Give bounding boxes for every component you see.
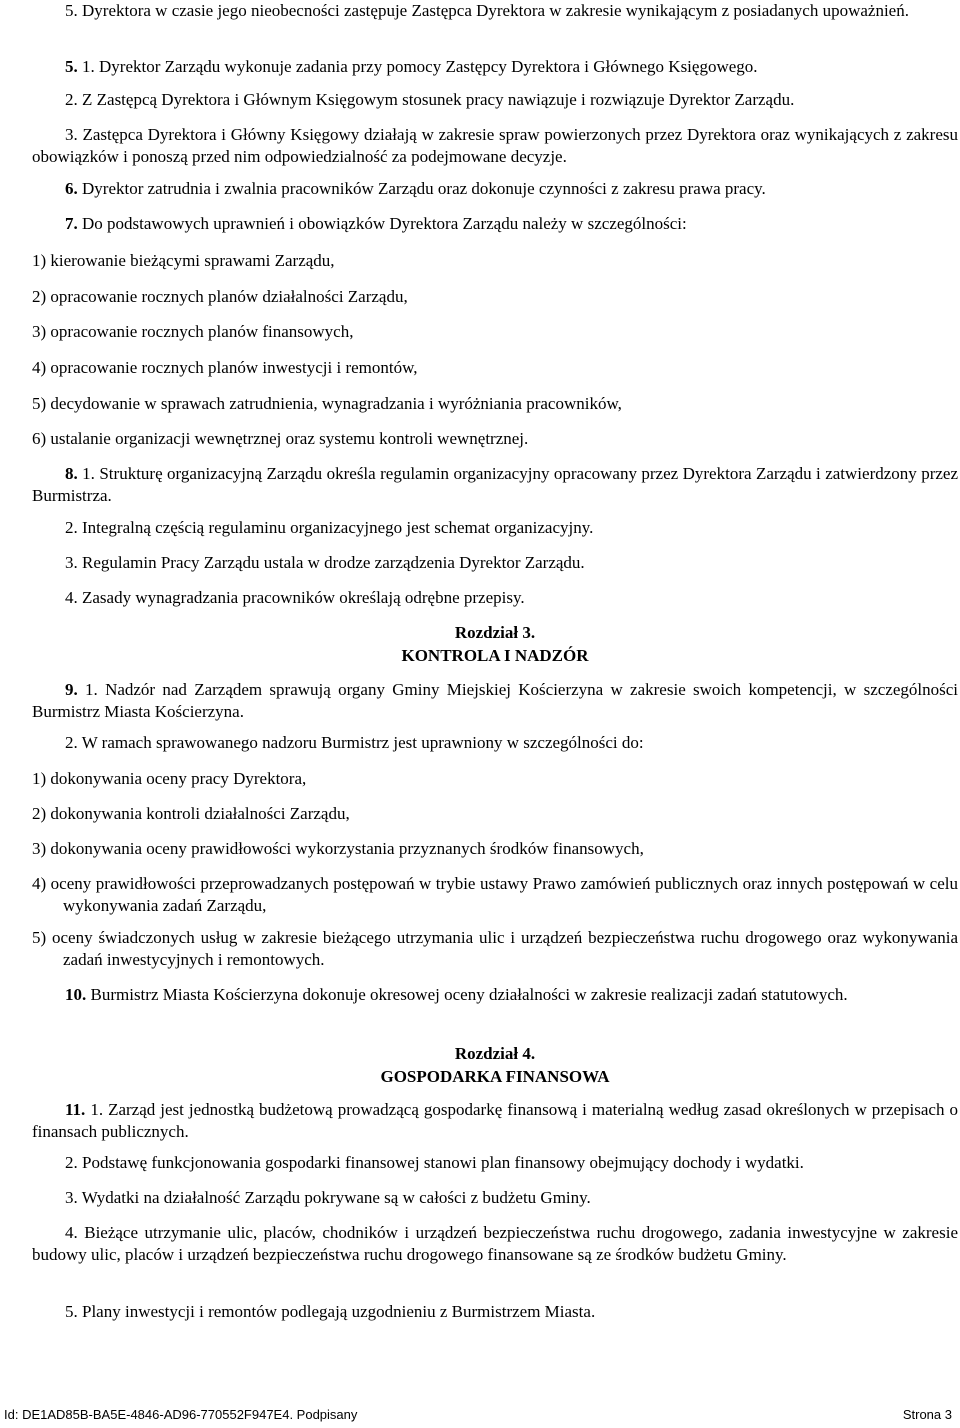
list-item: 2) opracowanie rocznych planów działalności Zarządu, bbox=[32, 287, 408, 306]
list-item: 1) dokonywania oceny pracy Dyrektora, bbox=[32, 769, 307, 788]
paragraph-5-1 bbox=[32, 56, 958, 78]
paragraph-text: 1. Zarząd jest jednostką budżetową prowadzącą gospodarkę finansową i materialną według zasad określonych w przepisach o finansach publicznych. bbox=[32, 1100, 958, 1141]
paragraph-text: 1. Strukturę organizacyjną Zarządu określa regulamin organizacyjny opracowany przez Dyrektora Zarządu i zatwierdzony przez Burmistrza. bbox=[32, 464, 958, 505]
list-item: 6) ustalanie organizacji wewnętrznej oraz systemu kontroli wewnętrznej. bbox=[32, 429, 529, 448]
section-number: 6. bbox=[65, 179, 78, 198]
paragraph-5-2: 2. Z Zastępcą Dyrektora i Głównym Księgowym stosunek pracy nawiązuje i rozwiązuje Dyrektor Zarządu. bbox=[65, 90, 795, 109]
list-item: 5) oceny świadczonych usług w zakresie bieżącego utrzymania ulic i urządzeń bezpieczeństwa ruchu drogowego oraz wykonywania zadań inwestycyjnych i remontowych. bbox=[32, 928, 958, 969]
list-item: 2) dokonywania kontroli działalności Zarządu, bbox=[32, 804, 350, 823]
paragraph-11-2: 2. Podstawę funkcjonowania gospodarki finansowej stanowi plan finansowy obejmujący dochody i wydatki. bbox=[65, 1153, 804, 1172]
paragraph-10 bbox=[32, 984, 958, 1006]
paragraph-6 bbox=[32, 178, 958, 200]
section-number: 8. bbox=[65, 464, 78, 483]
paragraph-11-3: 3. Wydatki na działalność Zarządu pokrywane są w całości z budżetu Gminy. bbox=[65, 1188, 591, 1207]
paragraph-11-5: 5. Plany inwestycji i remontów podlegają uzgodnieniu z Burmistrzem Miasta. bbox=[65, 1302, 596, 1321]
paragraph-8-4: 4. Zasady wynagradzania pracowników określają odrębne przepisy. bbox=[65, 588, 525, 607]
list-item: 1) kierowanie bieżącymi sprawami Zarządu, bbox=[32, 251, 335, 270]
section-number: 7. bbox=[65, 214, 78, 233]
paragraph-text: 1. Dyrektor Zarządu wykonuje zadania przy pomocy Zastępcy Dyrektora i Głównego Księgowego. bbox=[77, 57, 758, 76]
section-number: 9. bbox=[65, 680, 78, 699]
list-item: 3) opracowanie rocznych planów finansowych, bbox=[32, 322, 354, 341]
chapter-4-label: Rozdział 4. bbox=[454, 1044, 536, 1063]
paragraph-text: 1. Nadzór nad Zarządem sprawują organy Gminy Miejskiej Kościerzyna w zakresie swoich kompetencji, w szczególności Burmistrz Miasta Kościerzyna. bbox=[32, 680, 958, 721]
paragraph-8-2: 2. Integralną częścią regulaminu organizacyjnego jest schemat organizacyjny. bbox=[65, 518, 594, 537]
paragraph-11-4: 4. Bieżące utrzymanie ulic, placów, chodników i urządzeń bezpieczeństwa ruchu drogowego, zadania inwestycyjne w zakresie budowy ulic, placów i urządzeń bezpieczeństwa ruchu drogowego finansowane są ze środków budżetu Gminy. bbox=[32, 1223, 958, 1264]
paragraph-11 bbox=[32, 1099, 958, 1143]
paragraph-9 bbox=[32, 679, 958, 723]
section-number: 11. bbox=[65, 1100, 86, 1119]
paragraph-8 bbox=[32, 463, 958, 507]
paragraph-text: Burmistrz Miasta Kościerzyna dokonuje okresowej oceny działalności w zakresie realizacji zadań statutowych. bbox=[86, 985, 848, 1004]
paragraph-8-3: 3. Regulamin Pracy Zarządu ustala w drodze zarządzenia Dyrektor Zarządu. bbox=[65, 553, 585, 572]
paragraph-7 bbox=[32, 213, 958, 235]
document-id: Id: DE1AD85B-BA5E-4846-AD96-770552F947E4. Podpisany bbox=[4, 1407, 358, 1422]
paragraph-5-3: 3. Zastępca Dyrektora i Główny Księgowy działają w zakresie spraw powierzonych przez Dyrektora oraz wynikających z zakresu obowiązków i ponoszą przed nim odpowiedzialność za podejmowane decyzje. bbox=[32, 125, 958, 166]
paragraph-text: Dyrektor zatrudnia i zwalnia pracowników Zarządu oraz dokonuje czynności z zakresu prawa pracy. bbox=[77, 179, 766, 198]
list-item: 4) opracowanie rocznych planów inwestycji i remontów, bbox=[32, 358, 418, 377]
page-number: Strona 3 bbox=[902, 1407, 952, 1422]
list-item: 4) oceny prawidłowości przeprowadzanych postępowań w trybie ustawy Prawo zamówień publicznych oraz innych postępowań w celu wykonywania zadań Zarządu, bbox=[32, 874, 958, 915]
chapter-4-title: GOSPODARKA FINANSOWA bbox=[380, 1067, 610, 1086]
paragraph-9-2: 2. W ramach sprawowanego nadzoru Burmistrz jest uprawniony w szczególności do: bbox=[65, 733, 644, 752]
paragraph-5: 5. Dyrektora w czasie jego nieobecności zastępuje Zastępca Dyrektora w zakresie wynikającym z posiadanych upoważnień. bbox=[65, 1, 909, 20]
list-item: 3) dokonywania oceny prawidłowości wykorzystania przyznanych środków finansowych, bbox=[32, 839, 644, 858]
section-number: 5. bbox=[65, 57, 78, 76]
list-item: 5) decydowanie w sprawach zatrudnienia, wynagradzania i wyróżniania pracowników, bbox=[32, 394, 622, 413]
chapter-3-title: KONTROLA I NADZÓR bbox=[401, 646, 589, 665]
section-number: 10. bbox=[65, 985, 87, 1004]
paragraph-text: Do podstawowych uprawnień i obowiązków Dyrektora Zarządu należy w szczególności: bbox=[77, 214, 687, 233]
chapter-3-label: Rozdział 3. bbox=[454, 623, 536, 642]
